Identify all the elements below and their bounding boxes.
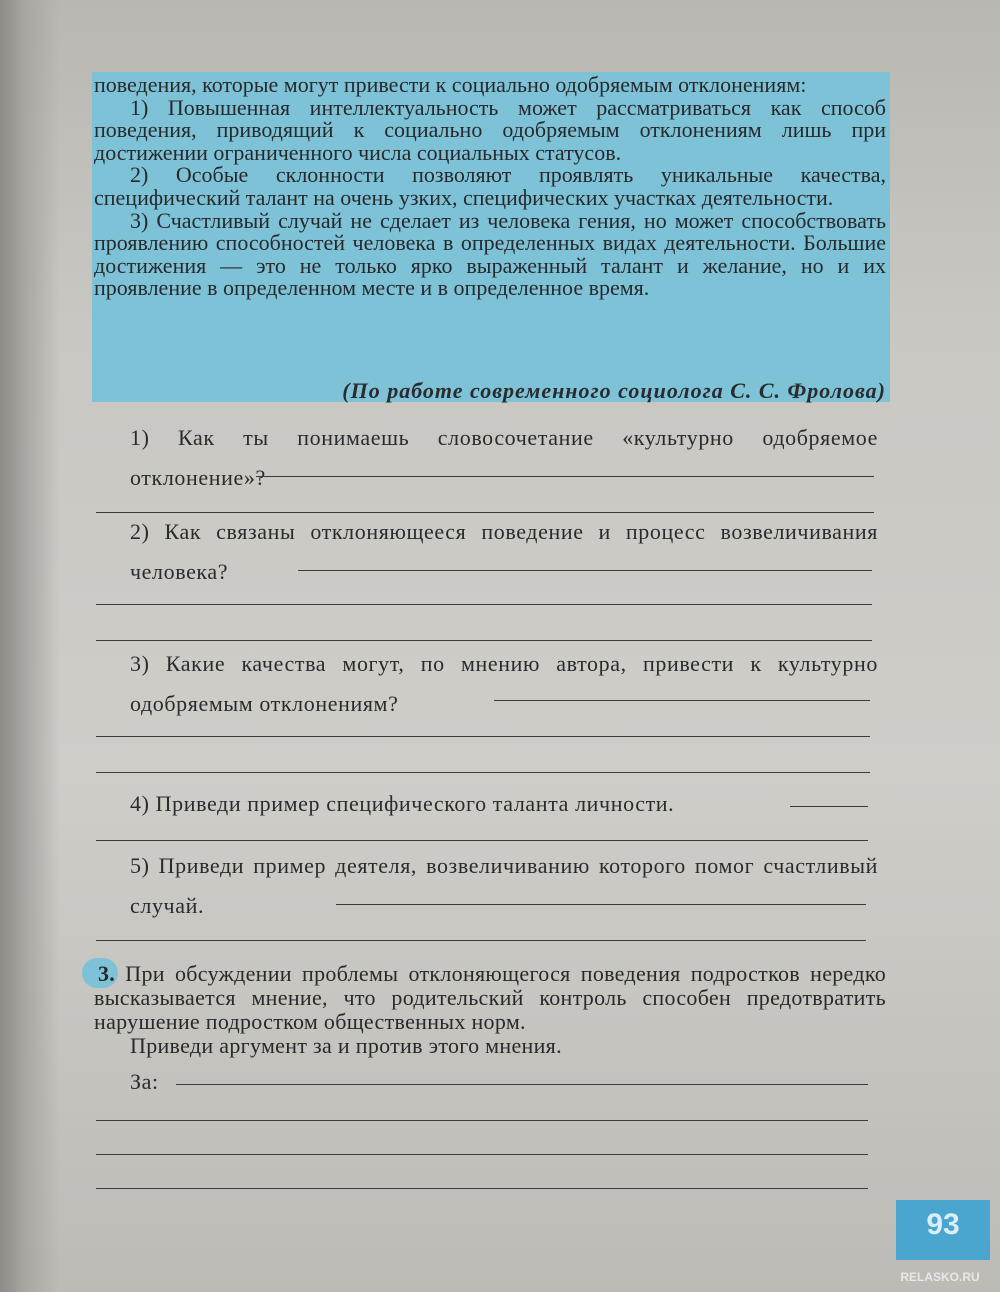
book-spine-shadow xyxy=(0,0,60,1292)
question-4-text: 4) Приведи пример специфического таланта личности. xyxy=(130,791,675,816)
answer-line[interactable] xyxy=(256,476,874,477)
answer-line[interactable] xyxy=(336,904,866,905)
question-4 xyxy=(94,784,878,824)
question-1-text: 1) Как ты понимаешь словосочетание «культурно одобряемое отклонение»? xyxy=(130,425,878,490)
answer-line[interactable] xyxy=(298,570,872,571)
passage-item-2: 2) Особые склонности позволяют проявлять уникальные качества, специфический талант на очень узких, специфических участках деятельности. xyxy=(94,162,886,210)
watermark: RELASKO.RU xyxy=(900,1270,980,1284)
answer-line[interactable] xyxy=(96,840,868,841)
answer-line[interactable] xyxy=(494,700,870,701)
passage-intro: поведения, которые могут привести к социально одобряемым отклонениям: xyxy=(94,72,807,97)
answer-line[interactable] xyxy=(96,736,870,737)
answer-line[interactable] xyxy=(96,1188,868,1189)
for-label: За: xyxy=(130,1069,159,1094)
question-3 xyxy=(94,644,878,724)
passage-item-1: 1) Повышенная интеллектуальность может рассматриваться как способ поведения, приводящий к социально одобряемым отклонениям лишь при достижении ограниченного числа социальных статусов. xyxy=(94,94,886,165)
question-5-text: 5) Приведи пример деятеля, возвеличиванию которого помог счастливый случай. xyxy=(130,853,878,918)
task-3-for xyxy=(94,1062,878,1102)
task-3-number: 3. xyxy=(98,961,116,986)
question-3-text: 3) Какие качества могут, по мнению автора, привести к культурно одобряемым отклонениям? xyxy=(130,651,878,716)
task-3 xyxy=(94,962,886,1058)
passage-item-3: 3) Счастливый случай не сделает из человека гения, но может способствовать проявлению способностей человека в определенных видах деятельности. Большие достижения — это не только ярко выраженный талант и желание, но и их проявление в определенном месте и в определенное время. xyxy=(94,207,886,301)
answer-line[interactable] xyxy=(176,1084,868,1085)
answer-line[interactable] xyxy=(96,604,872,605)
question-2-text: 2) Как связаны отклоняющееся поведение и процесс возвеличивания человека? xyxy=(130,519,878,584)
passage xyxy=(94,74,886,300)
passage-credit: (По работе современного социолога С. С. Фролова) xyxy=(342,378,886,403)
answer-line[interactable] xyxy=(96,772,870,773)
question-5 xyxy=(94,846,878,926)
answer-line[interactable] xyxy=(96,1154,868,1155)
page-number: 93 xyxy=(926,1208,960,1241)
answer-line[interactable] xyxy=(96,640,872,641)
question-2 xyxy=(94,512,878,592)
question-1 xyxy=(94,418,878,498)
answer-line[interactable] xyxy=(96,940,866,941)
answer-line[interactable] xyxy=(96,1120,868,1121)
task-3-instruction: Приведи аргумент за и против этого мнения. xyxy=(130,1033,562,1058)
answer-line[interactable] xyxy=(790,806,868,807)
task-3-text: При обсуждении проблемы отклоняющегося поведения подростков нередко высказывается мнение, что родительский контроль способен предотвратить нарушение подростком общественных норм. xyxy=(94,961,886,1034)
